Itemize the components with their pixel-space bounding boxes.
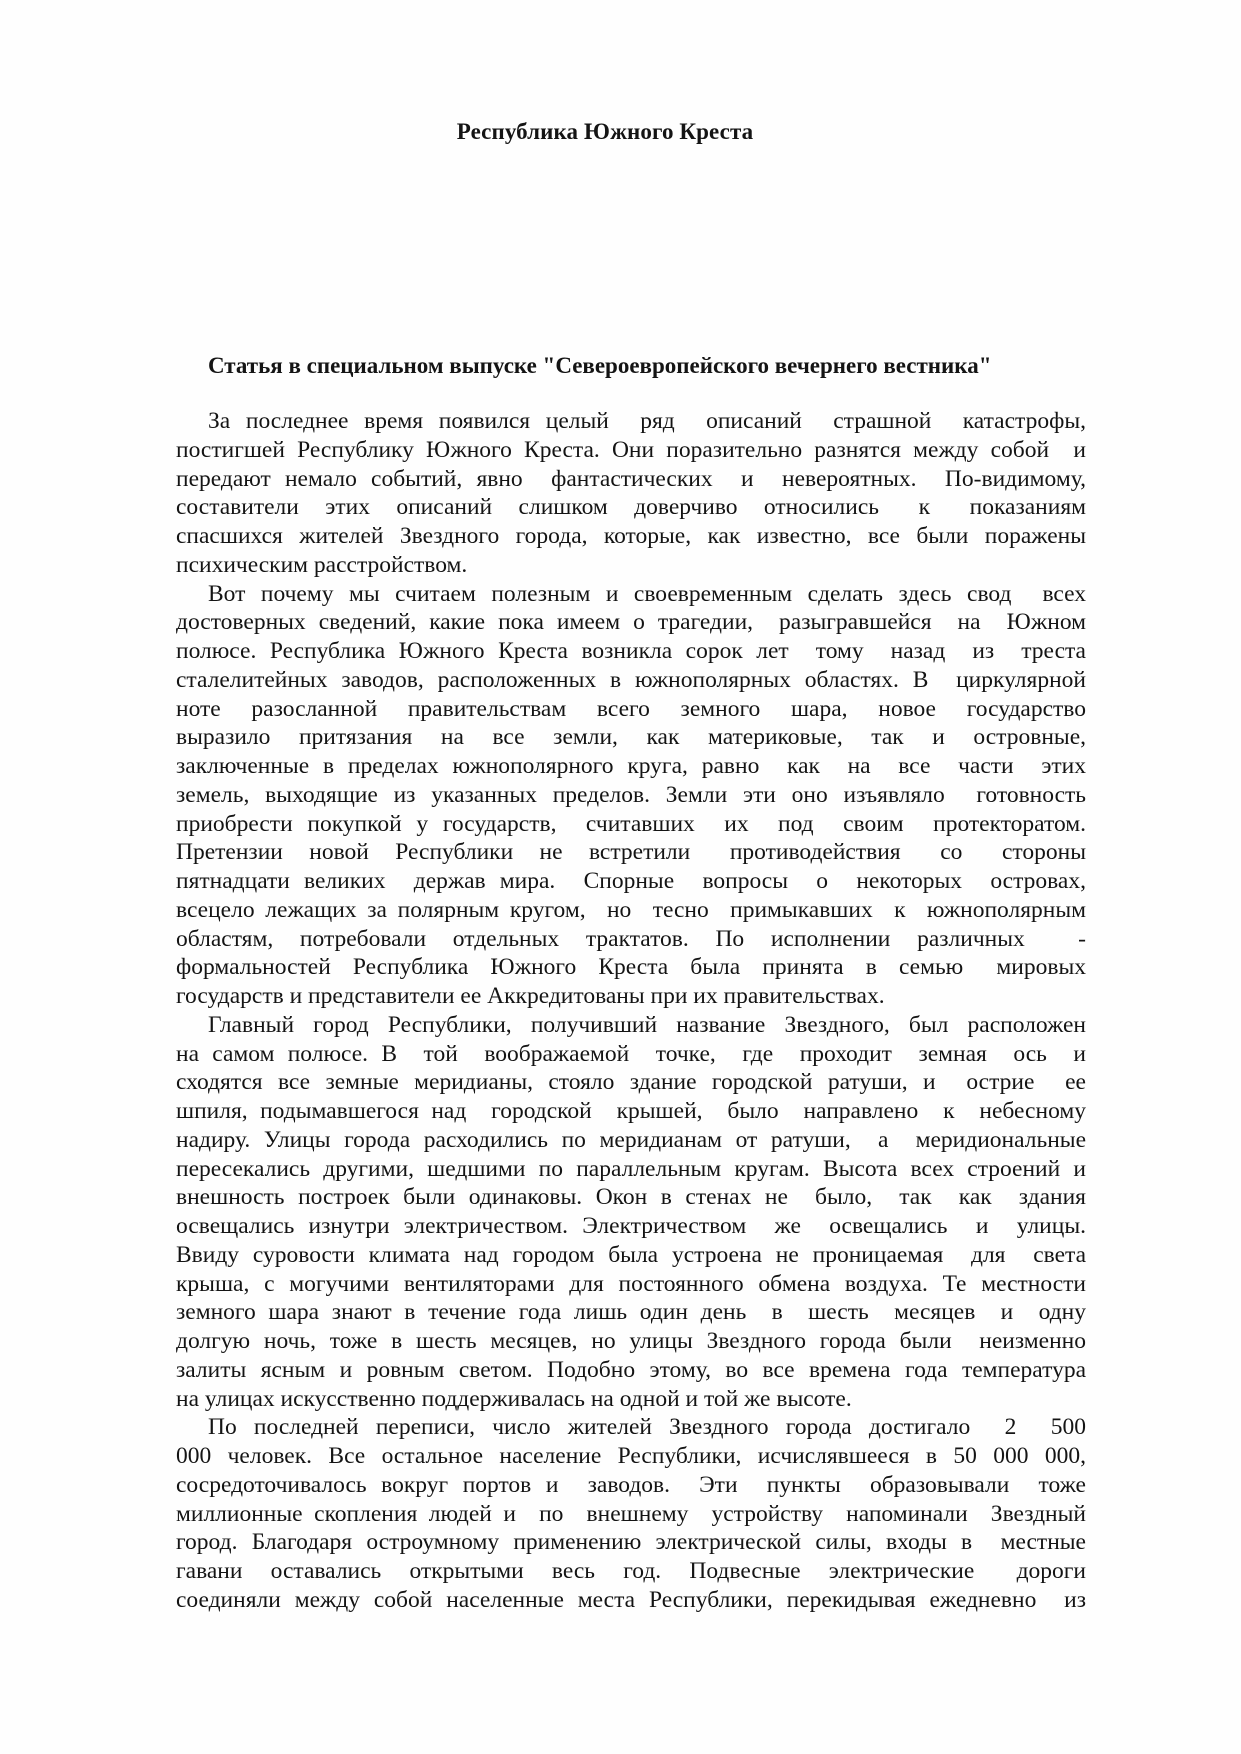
text-line: гавани оставались открытыми весь год. Подвесные электрические дороги bbox=[176, 1558, 1086, 1584]
text-line: психическим расстройством. bbox=[176, 551, 468, 578]
text-line: сосредоточивалось вокруг портов и заводов. Эти пункты образовывали тоже bbox=[176, 1471, 1086, 1498]
text-line: освещались изнутри электричеством. Электричеством же освещались и улицы. bbox=[176, 1213, 1086, 1239]
text-line: земного шара знают в течение года лишь один день в шесть месяцев и одну bbox=[176, 1299, 1086, 1326]
text-line: на самом полюсе. В той воображаемой точке, где проходит земная ось и bbox=[176, 1040, 1086, 1067]
text-line: сталелитейных заводов, расположенных в южнополярных областях. В циркулярной bbox=[176, 666, 1086, 693]
text-line: внешность построек были одинаковы. Окон в стенах не было, так как здания bbox=[176, 1184, 1086, 1211]
text-line: пересекались другими, шедшими по параллельным кругам. Высота всех строений и bbox=[176, 1155, 1086, 1182]
text-line: залиты ясным и ровным светом. Подобно этому, во все времена года температура bbox=[176, 1356, 1086, 1383]
text-line: 000 человек. Все остальное население Республики, исчислявшееся в 50 000 000, bbox=[176, 1443, 1086, 1469]
text-line: спасшихся жителей Звездного города, которые, как известно, все были поражены bbox=[176, 523, 1086, 549]
text-line: на улицах искусственно поддерживалась на одной и той же высоте. bbox=[176, 1385, 852, 1412]
text-line: достоверных сведений, какие пока имеем о трагедии, разыгравшейся на Южном bbox=[176, 609, 1086, 636]
document-title: Республика Южного Креста bbox=[456, 119, 754, 144]
text-line: крыша, с могучими вентиляторами для постоянного обмена воздуха. Те местности bbox=[176, 1270, 1086, 1297]
text-line: соединяли между собой населенные места Республики, перекидывая ежедневно из bbox=[176, 1586, 1086, 1613]
text-line: Претензии новой Республики не встретили противодействия со стороны bbox=[176, 839, 1086, 866]
text-line: приобрести покупкой у государств, считавших их под своим протекторатом. bbox=[176, 810, 1086, 837]
text-line: За последнее время появился целый ряд описаний страшной катастрофы, bbox=[208, 408, 1086, 434]
text-line: город. Благодаря остроумному применению электрической силы, входы в местные bbox=[176, 1529, 1086, 1556]
text-line: областям, потребовали отдельных трактатов. По исполнении различных - bbox=[176, 925, 1086, 952]
article-heading: Статья в специальном выпуске "Североевропейского вечернего вестника" bbox=[208, 353, 992, 378]
text-line: Ввиду суровости климата над городом была устроена не проницаемая для света bbox=[176, 1241, 1086, 1268]
text-line: ноте разосланной правительствам всего земного шара, новое государство bbox=[176, 695, 1086, 722]
text-line: пятнадцати великих держав мира. Спорные вопросы о некоторых островах, bbox=[176, 868, 1086, 894]
text-line: всецело лежащих за полярным кругом, но тесно примыкавших к южнополярным bbox=[176, 896, 1086, 923]
text-line: надиру. Улицы города расходились по меридианам от ратуши, а меридиональные bbox=[176, 1126, 1086, 1153]
text-line: государств и представители ее Аккредитованы при их правительствах. bbox=[176, 983, 885, 1009]
text-line: составители этих описаний слишком доверчиво относились к показаниям bbox=[176, 494, 1086, 521]
text-line: выразило притязания на все земли, как материковые, так и островные, bbox=[176, 724, 1086, 751]
text-line: сходятся все земные меридианы, стояло здание городской ратуши, и острие ее bbox=[176, 1069, 1086, 1096]
text-line: постигшей Республику Южного Креста. Они поразительно разнятся между собой и bbox=[176, 436, 1086, 463]
text-line: земель, выходящие из указанных пределов. Земли эти оно изъявляло готовность bbox=[176, 781, 1086, 808]
text-line: полюсе. Республика Южного Креста возникла сорок лет тому назад из треста bbox=[176, 638, 1086, 664]
text-line: Главный город Республики, получивший название Звездного, был расположен bbox=[208, 1011, 1086, 1038]
text-line: шпиля, подымавшегося над городской крышей, было направлено к небесному bbox=[176, 1098, 1086, 1124]
text-line: По последней переписи, число жителей Звездного города достигало 2 500 bbox=[208, 1414, 1086, 1441]
text-line: передают немало событий, явно фантастических и невероятных. По-видимому, bbox=[176, 465, 1086, 492]
text-line: формальностей Республика Южного Креста была принята в семью мировых bbox=[176, 954, 1086, 981]
text-line: миллионные скопления людей и по внешнему устройству напоминали Звездный bbox=[176, 1500, 1086, 1527]
text-line: заключенные в пределах южнополярного круга, равно как на все части этих bbox=[176, 753, 1086, 779]
text-line: Вот почему мы считаем полезным и своевременным сделать здесь свод всех bbox=[208, 580, 1086, 607]
text-line: долгую ночь, тоже в шесть месяцев, но улицы Звездного города были неизменно bbox=[176, 1328, 1086, 1354]
article-body bbox=[176, 407, 1086, 1615]
